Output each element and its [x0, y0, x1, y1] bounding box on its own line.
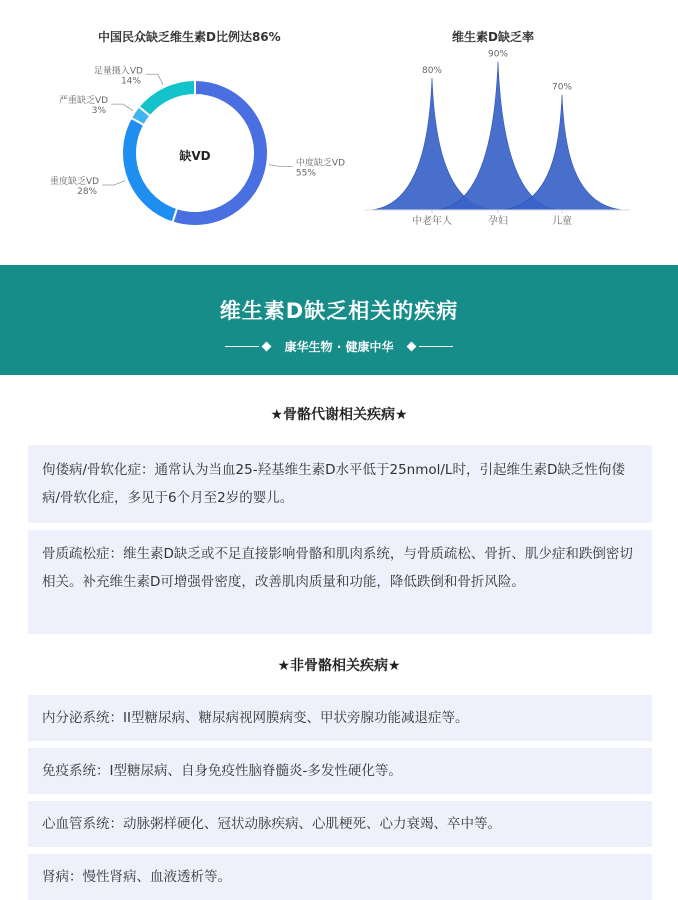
slice-label: 足量摄入VD [93, 66, 143, 77]
slice-leader-line [269, 165, 293, 167]
disease-card: 肾病：慢性肾病、血液透析等。 [28, 854, 652, 900]
x-tick-label: 孕妇 [488, 216, 508, 227]
section-banner [0, 265, 678, 375]
slice-label: 中度缺乏VD [295, 158, 346, 169]
data-label: 90% [487, 49, 509, 60]
slice-value-label: 55% [295, 168, 316, 179]
section-title-non-skeletal: ★非骨骼相关疾病★ [277, 658, 401, 674]
slice-value-label: 14% [120, 76, 141, 87]
divider-line-right [419, 346, 453, 347]
slice-leader-line [146, 74, 163, 85]
area-chart [350, 45, 650, 235]
area-chart-title: 维生素D缺乏率 [452, 30, 534, 44]
banner-subtitle: 康华生物 · 健康中华 [284, 340, 394, 354]
section-title-skeletal: ★骨骼代谢相关疾病★ [270, 407, 408, 423]
disease-card: 心血管系统：动脉粥样硬化、冠状动脉疾病、心肌梗死、心力衰竭、卒中等。 [28, 801, 652, 847]
data-label: 80% [421, 66, 443, 76]
x-tick-label: 中老年人 [412, 216, 452, 227]
disease-card: 内分泌系统：II型糖尿病、糖尿病视网膜病变、甲状旁腺功能减退症等。 [28, 695, 652, 741]
diamond-icon [262, 342, 272, 352]
disease-card: 骨质疏松症：维生素D缺乏或不足直接影响骨骼和肌肉系统，与骨质疏松、骨折、肌少症和跌倒密切相关。补充维生素D可增强骨密度，改善肌肉质量和功能，降低跌倒和骨折风险。 [28, 530, 652, 634]
divider-line-left [225, 346, 259, 347]
x-tick-label: 儿童 [552, 216, 572, 227]
donut-chart-title: 中国民众缺乏维生素D比例达86% [98, 30, 281, 44]
diamond-icon [406, 342, 416, 352]
donut-slice [139, 80, 195, 116]
banner-title: 维生素D缺乏相关的疾病 [219, 299, 459, 323]
donut-slice [122, 118, 177, 223]
banner-subtitle-row [0, 338, 678, 355]
disease-card: 佝偻病/骨软化症：通常认为当血25-羟基维生素D水平低于25nmol/L时，引起维生素D缺乏性佝偻病/骨软化症，多见于6个月至2岁的婴儿。 [28, 445, 652, 523]
slice-leader-line [102, 181, 125, 185]
slice-label: 严重缺乏VD [58, 96, 109, 107]
slice-leader-line [111, 104, 133, 111]
slice-label: 重度缺乏VD [50, 177, 100, 188]
disease-card: 免疫系统：I型糖尿病、自身免疫性脑脊髓炎-多发性硬化等。 [28, 748, 652, 794]
donut-center-label: 缺VD [179, 149, 211, 163]
data-label: 70% [551, 82, 573, 93]
slice-value-label: 3% [91, 106, 107, 117]
slice-value-label: 28% [77, 187, 98, 198]
donut-chart [0, 45, 346, 255]
